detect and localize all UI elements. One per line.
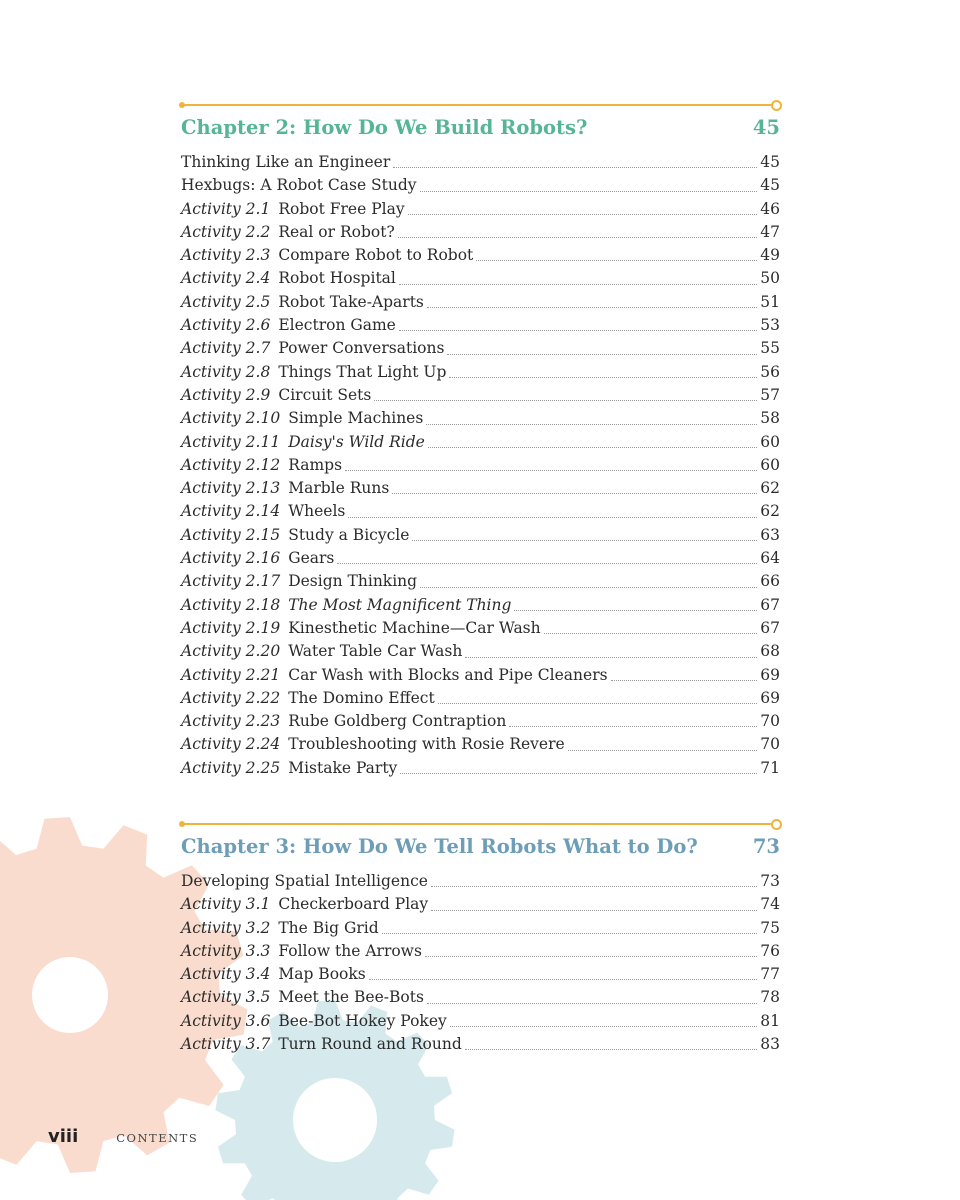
- page-number: viii: [48, 1126, 79, 1147]
- entry-page-number: 71: [760, 758, 780, 777]
- activity-number: Activity 3.1: [181, 895, 271, 914]
- chapter3-page: 73: [752, 835, 780, 858]
- entry-title: The Domino Effect: [288, 688, 435, 707]
- dot-leader: [398, 236, 757, 238]
- toc-entry[interactable]: [181, 617, 780, 640]
- entry-title: Real or Robot?: [278, 222, 395, 241]
- entry-title: Robot Free Play: [278, 199, 405, 218]
- dot-leader: [509, 725, 757, 727]
- entry-page-number: 69: [760, 665, 780, 684]
- activity-number: Activity 2.5: [181, 292, 271, 311]
- entry-page-number: 51: [760, 292, 780, 311]
- toc-entry[interactable]: [181, 524, 780, 547]
- entry-page-number: 47: [760, 222, 780, 241]
- dot-leader: [399, 283, 757, 285]
- dot-leader: [544, 632, 758, 634]
- activity-number: Activity 2.12: [181, 455, 281, 474]
- toc-entry[interactable]: [181, 198, 780, 221]
- activity-number: Activity 3.2: [181, 918, 271, 937]
- activity-number: Activity 2.23: [181, 712, 281, 731]
- activity-number: Activity 2.24: [181, 735, 281, 754]
- dot-leader: [400, 772, 757, 774]
- activity-number: Activity 2.1: [181, 199, 271, 218]
- dot-leader: [369, 978, 758, 980]
- activity-number: Activity 2.20: [181, 642, 281, 661]
- dot-leader: [450, 1025, 758, 1027]
- activity-number: Activity 3.3: [181, 941, 271, 960]
- activity-number: Activity 2.2: [181, 222, 271, 241]
- entry-title: Study a Bicycle: [288, 525, 410, 544]
- entry-title: Electron Game: [278, 316, 396, 335]
- toc-entry[interactable]: [181, 337, 780, 360]
- entry-title: Marble Runs: [288, 479, 390, 498]
- toc-entry[interactable]: [181, 757, 780, 780]
- entry-title: Meet the Bee-Bots: [278, 988, 424, 1007]
- toc-entry[interactable]: [181, 687, 780, 710]
- activity-number: Activity 2.16: [181, 549, 281, 568]
- activity-number: Activity 2.6: [181, 316, 271, 335]
- entry-title: Follow the Arrows: [278, 941, 422, 960]
- entry-title: Compare Robot to Robot: [278, 246, 474, 265]
- entry-title: Simple Machines: [288, 409, 424, 428]
- activity-number: Activity 2.21: [181, 665, 281, 684]
- dot-leader: [449, 376, 757, 378]
- entry-title: Things That Light Up: [278, 362, 447, 381]
- entry-page-number: 56: [760, 362, 780, 381]
- activity-number: Activity 2.10: [181, 409, 281, 428]
- activity-number: Activity 2.18: [181, 595, 281, 614]
- dot-leader: [348, 516, 757, 518]
- chapter3-entries: [181, 870, 780, 1056]
- entry-page-number: 68: [760, 642, 780, 661]
- entry-title: The Most Magnificent Thing: [288, 595, 512, 614]
- activity-number: Activity 3.5: [181, 988, 271, 1007]
- entry-title: Checkerboard Play: [278, 895, 429, 914]
- dot-leader: [428, 446, 757, 448]
- activity-number: Activity 2.19: [181, 618, 281, 637]
- activity-number: Activity 2.22: [181, 688, 281, 707]
- chapter3-heading[interactable]: [181, 835, 780, 865]
- toc-entry[interactable]: [181, 477, 780, 500]
- dot-leader: [374, 399, 757, 401]
- toc-entry[interactable]: [181, 151, 780, 174]
- entry-title: Thinking Like an Engineer: [181, 153, 391, 171]
- dot-leader: [431, 885, 757, 887]
- entry-title: Robot Hospital: [278, 269, 396, 288]
- entry-title: Hexbugs: A Robot Case Study: [181, 176, 417, 195]
- entry-page-number: 46: [760, 199, 780, 218]
- toc-entry[interactable]: [181, 174, 780, 197]
- activity-number: Activity 2.14: [181, 502, 281, 521]
- dot-leader: [408, 213, 758, 215]
- chapter2-title: Chapter 2: How Do We Build Robots?: [181, 116, 588, 139]
- toc-entry[interactable]: [181, 733, 780, 756]
- activity-number: Activity 2.15: [181, 525, 281, 544]
- entry-page-number: 81: [760, 1011, 780, 1030]
- activity-number: Activity 2.9: [181, 385, 271, 404]
- entry-page-number: 57: [760, 385, 780, 404]
- entry-page-number: 45: [760, 176, 780, 195]
- dot-leader: [337, 562, 757, 564]
- chapter2-rule: [181, 100, 780, 110]
- entry-page-number: 62: [760, 502, 780, 521]
- chapter3-rule: [181, 819, 780, 829]
- toc-entry[interactable]: [181, 291, 780, 314]
- toc-entry[interactable]: [181, 500, 780, 523]
- entry-page-number: 73: [760, 872, 780, 890]
- dot-leader: [382, 932, 758, 934]
- entry-page-number: 64: [760, 549, 780, 568]
- activity-number: Activity 3.4: [181, 965, 271, 984]
- toc-entry[interactable]: [181, 454, 780, 477]
- entry-title: Developing Spatial Intelligence: [181, 872, 428, 890]
- toc-entry[interactable]: [181, 594, 780, 617]
- activity-number: Activity 2.25: [181, 758, 281, 777]
- toc-entry[interactable]: [181, 917, 780, 940]
- toc-entry[interactable]: [181, 244, 780, 267]
- dot-leader: [514, 609, 757, 611]
- toc-entry[interactable]: [181, 963, 780, 986]
- toc-entry[interactable]: [181, 1010, 780, 1033]
- activity-number: Activity 2.13: [181, 479, 281, 498]
- toc-entry[interactable]: [181, 940, 780, 963]
- entry-title: Kinesthetic Machine—Car Wash: [288, 618, 541, 637]
- entry-page-number: 53: [760, 316, 780, 335]
- running-footer-label: CONTENTS: [116, 1131, 199, 1145]
- entry-title: Water Table Car Wash: [288, 642, 463, 661]
- dot-leader: [465, 656, 757, 658]
- entry-title: The Big Grid: [278, 918, 379, 937]
- activity-number: Activity 3.7: [181, 1035, 271, 1054]
- toc-entry[interactable]: [181, 570, 780, 593]
- toc-entry[interactable]: [181, 664, 780, 687]
- chapter2-entries: [181, 151, 780, 780]
- dot-leader: [412, 539, 757, 541]
- entry-page-number: 83: [760, 1035, 780, 1054]
- toc-entry[interactable]: [181, 710, 780, 733]
- dot-leader: [345, 469, 757, 471]
- activity-number: Activity 3.6: [181, 1011, 271, 1030]
- activity-number: Activity 2.11: [181, 432, 281, 451]
- chapter2-page: 45: [752, 116, 780, 139]
- entry-page-number: 76: [760, 941, 780, 960]
- entry-title: Turn Round and Round: [278, 1035, 462, 1054]
- dot-leader: [438, 702, 758, 704]
- entry-title: Power Conversations: [278, 339, 445, 358]
- entry-page-number: 67: [760, 618, 780, 637]
- activity-number: Activity 2.4: [181, 269, 271, 288]
- toc-entry[interactable]: [181, 314, 780, 337]
- entry-title: Design Thinking: [288, 572, 418, 591]
- dot-leader: [465, 1048, 758, 1050]
- page-footer: [48, 1126, 198, 1147]
- entry-page-number: 60: [760, 432, 780, 451]
- entry-title: Troubleshooting with Rosie Revere: [288, 735, 565, 754]
- entry-title: Ramps: [288, 455, 343, 474]
- chapter3-title: Chapter 3: How Do We Tell Robots What to Do?: [181, 835, 698, 858]
- entry-page-number: 58: [760, 409, 780, 428]
- toc-entry[interactable]: [181, 1033, 780, 1056]
- entry-page-number: 49: [760, 246, 780, 265]
- toc-entry[interactable]: [181, 986, 780, 1009]
- dot-leader: [392, 492, 757, 494]
- toc-entry[interactable]: [181, 267, 780, 290]
- activity-number: Activity 2.8: [181, 362, 271, 381]
- entry-title: Mistake Party: [288, 758, 398, 777]
- entry-page-number: 69: [760, 688, 780, 707]
- entry-title: Bee-Bot Hokey Pokey: [278, 1011, 447, 1030]
- dot-leader: [420, 190, 758, 192]
- toc-entry[interactable]: [181, 361, 780, 384]
- entry-title: Gears: [288, 549, 335, 568]
- dot-leader: [476, 259, 757, 261]
- entry-page-number: 78: [760, 988, 780, 1007]
- toc-entry[interactable]: [181, 547, 780, 570]
- entry-title: Wheels: [288, 502, 346, 521]
- dot-leader: [427, 306, 757, 308]
- toc-entry[interactable]: [181, 870, 780, 893]
- dot-leader: [399, 329, 757, 331]
- blue-gear-hole: [293, 1078, 377, 1162]
- dot-leader: [393, 166, 757, 168]
- entry-title: Map Books: [278, 965, 366, 984]
- toc-entry[interactable]: [181, 893, 780, 916]
- dot-leader: [426, 423, 757, 425]
- entry-title: Circuit Sets: [278, 385, 372, 404]
- entry-page-number: 70: [760, 712, 780, 731]
- orange-gear-hole: [32, 957, 108, 1033]
- entry-page-number: 66: [760, 572, 780, 591]
- entry-page-number: 50: [760, 269, 780, 288]
- entry-page-number: 75: [760, 918, 780, 937]
- entry-title: Robot Take-Aparts: [278, 292, 424, 311]
- chapter2-heading[interactable]: [181, 116, 780, 146]
- entry-page-number: 62: [760, 479, 780, 498]
- entry-title: Daisy's Wild Ride: [288, 432, 425, 451]
- entry-page-number: 67: [760, 595, 780, 614]
- dot-leader: [431, 909, 757, 911]
- dot-leader: [568, 749, 758, 751]
- activity-number: Activity 2.17: [181, 572, 281, 591]
- dot-leader: [425, 955, 757, 957]
- entry-page-number: 45: [760, 153, 780, 171]
- dot-leader: [420, 586, 757, 588]
- entry-page-number: 70: [760, 735, 780, 754]
- activity-number: Activity 2.7: [181, 339, 271, 358]
- dot-leader: [447, 353, 757, 355]
- toc-entry[interactable]: [181, 384, 780, 407]
- toc-entry[interactable]: [181, 640, 780, 663]
- toc-entry[interactable]: [181, 407, 780, 430]
- entry-page-number: 55: [760, 339, 780, 358]
- toc-entry[interactable]: [181, 431, 780, 454]
- dot-leader: [611, 679, 758, 681]
- dot-leader: [427, 1002, 757, 1004]
- entry-title: Car Wash with Blocks and Pipe Cleaners: [288, 665, 608, 684]
- entry-page-number: 63: [760, 525, 780, 544]
- entry-page-number: 60: [760, 455, 780, 474]
- entry-page-number: 77: [760, 965, 780, 984]
- toc-entry[interactable]: [181, 221, 780, 244]
- entry-page-number: 74: [760, 895, 780, 914]
- activity-number: Activity 2.3: [181, 246, 271, 265]
- entry-title: Rube Goldberg Contraption: [288, 712, 507, 731]
